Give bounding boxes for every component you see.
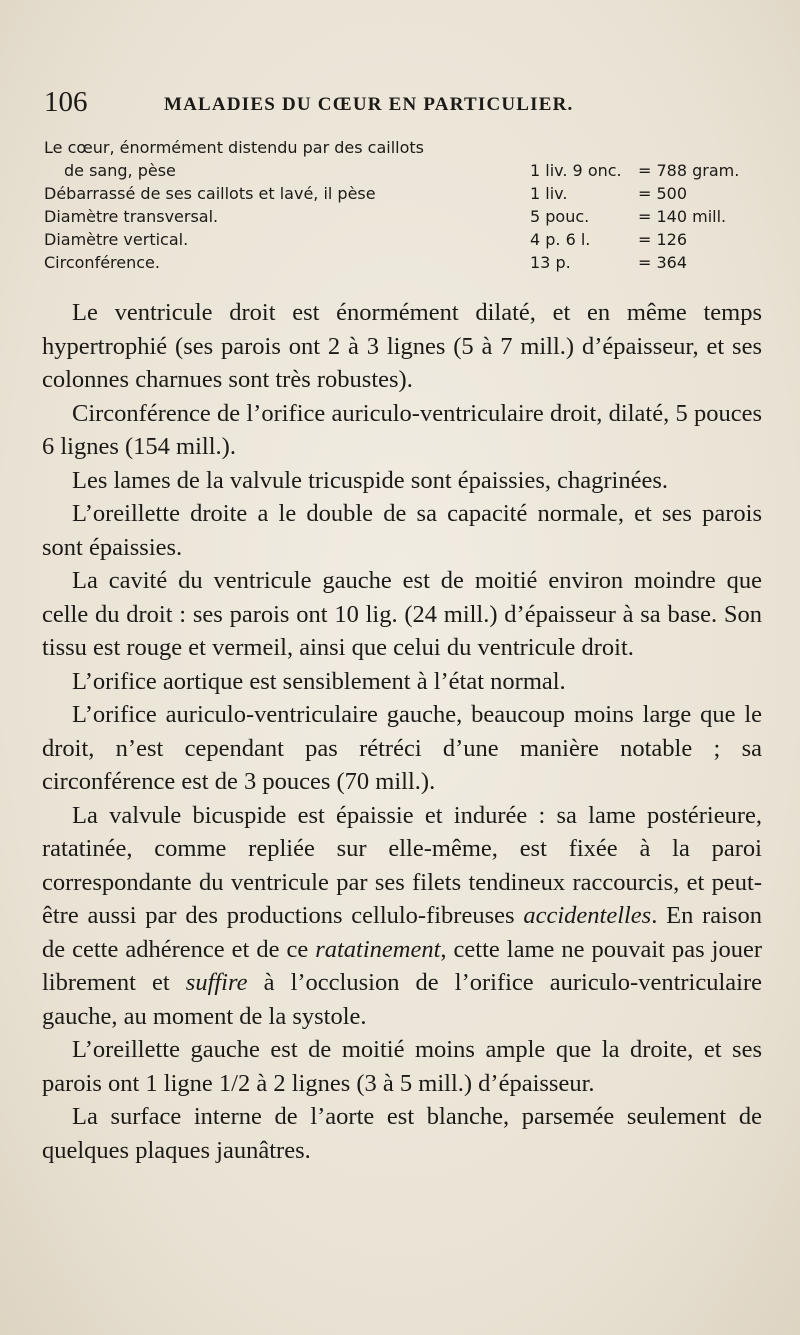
paragraph-left-ventricle: La cavité du ventricule gauche est de moitié environ moindre que celle du droit : ses parois ont 10 lig. (24 mill.) d’épaisseur à sa base. Son tissu est rouge et vermeil, ainsi que celui du ventricule droit. <box>42 567 762 661</box>
row-value-old-units: 1 liv. <box>530 184 568 203</box>
row-label: Le cœur, énormément distendu par des caillots <box>44 138 425 157</box>
row-value-old-units: 1 liv. 9 onc. <box>530 161 622 180</box>
italic-term: suffire <box>185 969 248 996</box>
table-row <box>44 136 764 159</box>
running-head: MALADIES DU CŒUR EN PARTICULIER. <box>164 94 574 115</box>
measurements-table <box>44 136 764 274</box>
row-value-old-units: 13 p. <box>530 253 571 272</box>
paragraph-bicuspid <box>42 799 762 1034</box>
text-run: , cette lame ne pouvait pas jouer librement et <box>42 935 762 996</box>
row-label: Diamètre vertical. <box>44 230 189 249</box>
italic-term: ratatinement <box>315 935 441 963</box>
row-value-metric: = 500 <box>638 184 688 203</box>
table-row <box>44 205 764 228</box>
paragraph-right-atrium: L’oreillette droite a le double de sa capacité normale, et ses parois sont épaissies. <box>42 500 762 561</box>
table-row <box>44 159 764 182</box>
row-value-metric: = 140 mill. <box>638 207 727 226</box>
paragraph-aortic-orifice: L’orifice aortique est sensiblement à l’état normal. <box>72 667 566 695</box>
paragraph-left-orifice: L’orifice auriculo-ventriculaire gauche, beaucoup moins large que le droit, n’est cependant pas rétréci d’une manière notable ; sa circonférence est de 3 pouces (70 mill.). <box>42 701 762 795</box>
row-label: Débarrassé de ses caillots et lavé, il pèse <box>44 184 376 203</box>
page-header <box>44 86 764 122</box>
paragraph-right-orifice: Circonférence de l’orifice auriculo-ventriculaire droit, dilaté, 5 pouces 6 lignes (154 mill.). <box>42 399 762 460</box>
row-value-metric: = 126 <box>638 230 688 249</box>
text-run: . En raison de cette adhérence et de ce <box>42 902 763 963</box>
table-row <box>44 182 764 205</box>
body-text <box>42 296 762 1167</box>
italic-term: accidentelles <box>523 902 652 929</box>
paragraph-right-ventricle: Le ventricule droit est énormément dilaté, et en même temps hypertrophié (ses parois ont 2 à 3 lignes (5 à 7 mill.) d’épaisseur, et ses colonnes charnues sont très robustes). <box>42 299 762 393</box>
row-value-metric: = 788 gram. <box>638 161 740 180</box>
text-run: La valvule bicuspide est épaissie et indurée : sa lame postérieure, ratatinée, comme repliée sur elle-même, est fixée à la paroi correspondante du ventricule par ses filets tendineux raccourcis, et peut-être aussi par des productions cellulo-fibreuses <box>42 801 762 929</box>
paragraph-left-atrium: L’oreillette gauche est de moitié moins ample que la droite, et ses parois ont 1 ligne 1/2 à 2 lignes (3 à 5 mill.) d’épaisseur. <box>42 1036 762 1097</box>
row-value-metric: = 364 <box>638 253 688 272</box>
table-row <box>44 251 764 274</box>
table-row <box>44 228 764 251</box>
text-run: à l’occlusion de l’orifice auriculo-ventriculaire gauche, au moment de la systole. <box>42 969 762 1030</box>
page-number: 106 <box>44 86 88 118</box>
paragraph-aorta-surface: La surface interne de l’aorte est blanche, parsemée seulement de quelques plaques jaunâtres. <box>42 1103 762 1164</box>
row-label: Diamètre transversal. <box>44 207 219 226</box>
row-label: de sang, pèse <box>64 161 176 180</box>
row-value-old-units: 5 pouc. <box>530 207 590 226</box>
row-value-old-units: 4 p. 6 l. <box>530 230 591 249</box>
row-label: Circonférence. <box>44 253 160 272</box>
paragraph-tricuspid: Les lames de la valvule tricuspide sont épaissies, chagrinées. <box>72 466 668 494</box>
